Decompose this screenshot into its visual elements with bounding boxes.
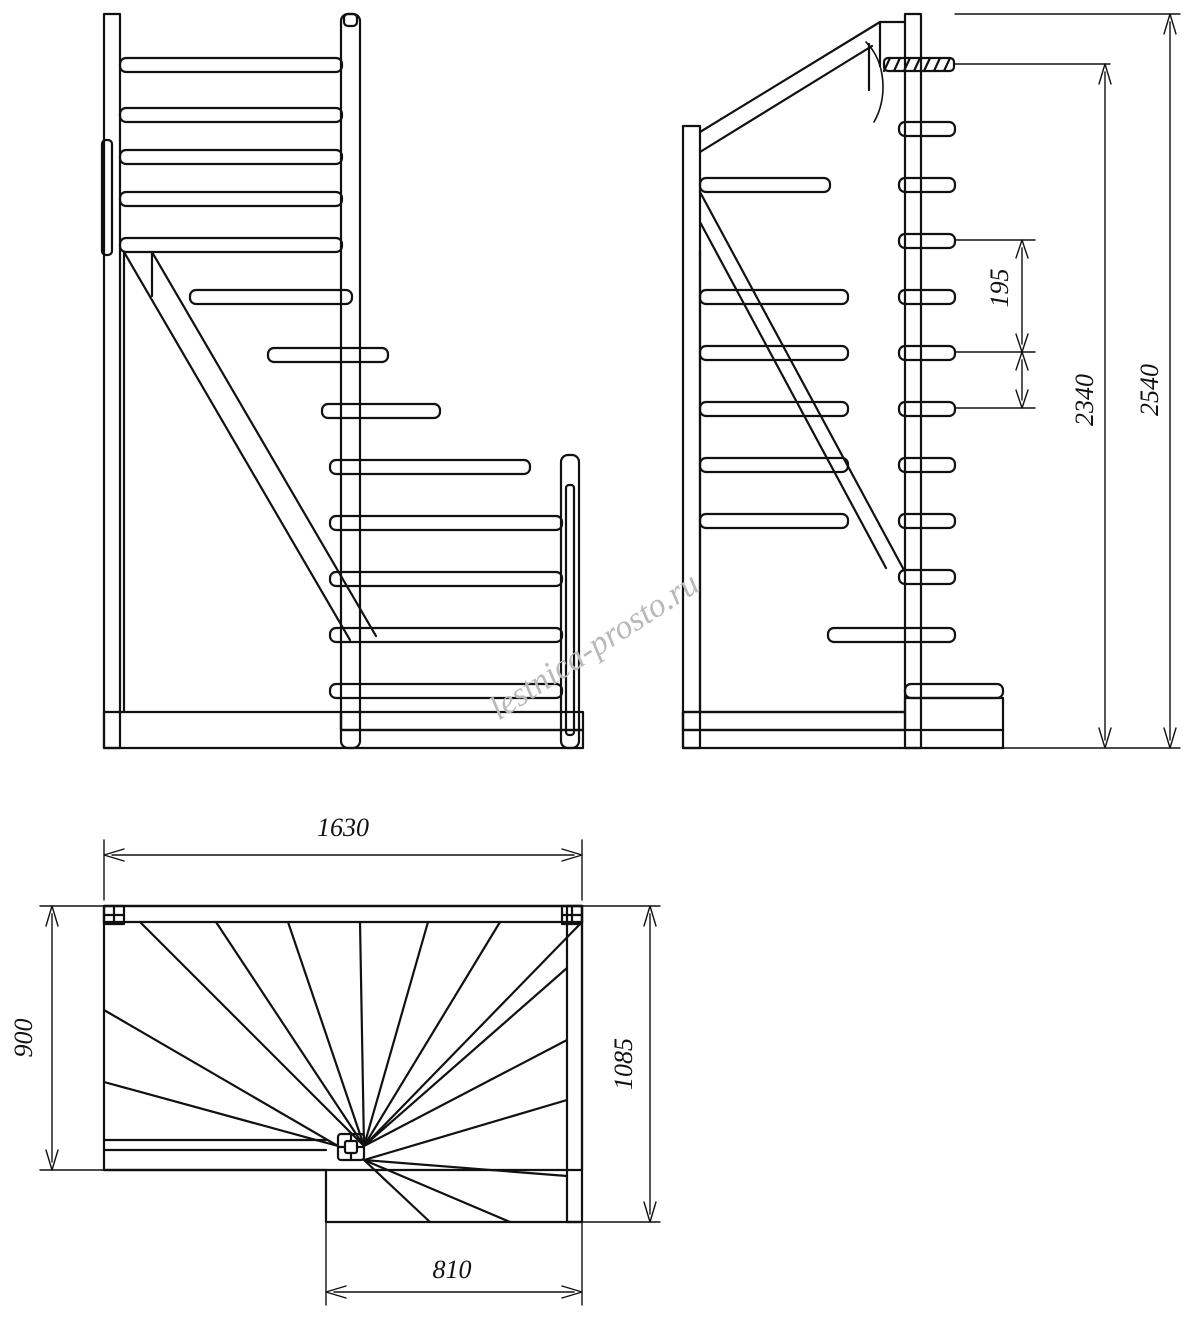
- side-view: [683, 14, 1003, 748]
- dim-plan-depth-left: 900: [9, 1018, 38, 1058]
- dim-plan-landing-width: 810: [432, 1255, 472, 1284]
- dim-flight-height: 2340: [1070, 374, 1099, 426]
- dim-plan-width: 1630: [317, 813, 369, 842]
- watermark: lestnica-prosto.ru: [482, 564, 706, 728]
- plan-view: [104, 906, 582, 1222]
- dim-total-height: 2540: [1135, 364, 1164, 416]
- dim-plan-depth-right: 1085: [609, 1038, 638, 1090]
- front-view: [102, 14, 583, 748]
- dim-riser-height: 195: [985, 268, 1014, 308]
